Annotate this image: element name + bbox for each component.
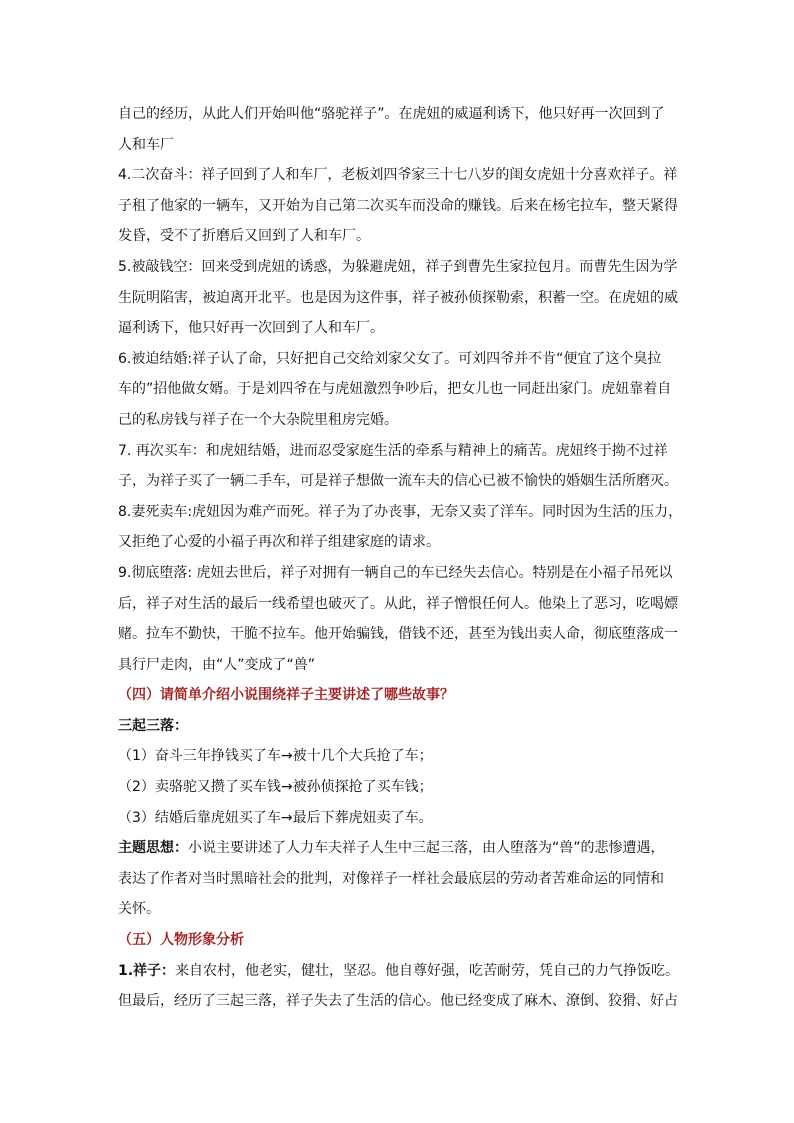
text-line: 车的”招他做女婿。于是刘四爷在与虎妞激烈争吵后，把女儿也一同赶出家门。虎妞靠着自 <box>118 381 672 398</box>
text-line: 子，为祥子买了一辆二手车，可是祥子想做一流车夫的信心已被不愉快的婚姻生活所磨灭。 <box>118 473 678 490</box>
text-line: 赌。拉车不勤快，干脆不拉车。他开始骗钱，借钱不还，甚至为钱出卖人命，彻底堕落成一 <box>118 626 678 643</box>
term-line <box>118 833 684 864</box>
text-line: （2）卖骆驼又攒了买车钱→被孙侦探抢了买车钱； <box>118 779 433 796</box>
text-line: 4.二次奋斗：祥子回到了人和车厂，老板刘四爷家三十七八岁的闺女虎妞十分喜欢祥子。祥 <box>118 167 678 184</box>
text-line: 生阮明陷害，被迫离开北平。也是因为这件事，祥子被孙侦探勒索，积蓄一空。在虎妞的威 <box>118 289 678 306</box>
text-line: 逼利诱下，他只好再一次回到了人和车厂。 <box>118 320 384 337</box>
text-line: 表达了作者对当时黑暗社会的批判，对像祥子一样社会最底层的劳动者苦难命运的同情和 <box>118 870 664 887</box>
text-line: 5.被敲钱空：回来受到虎妞的诱惑，为躲避虎妞，祥子到曹先生家拉包月。而曹先生因为学 <box>118 258 678 275</box>
text-line: 6.被迫结婚:祥子认了命，只好把自己交给刘家父女了。可刘四爷并不肯“便宜了这个臭拉 <box>118 350 662 367</box>
text-line: 但最后，经历了三起三落，祥子失去了生活的信心。他已经变成了麻木、潦倒、狡猾、好占 <box>118 993 678 1010</box>
text-line: 又拒绝了心爱的小福子再次和祥子组建家庭的请求。 <box>118 534 440 551</box>
text-line: 发昏，受不了折磨后又回到了人和车厂。 <box>118 228 370 245</box>
text-line: 人和车厂 <box>118 136 174 153</box>
section-heading: （五）人物形象分析 <box>118 932 244 949</box>
text-line: （3）结婚后靠虎妞买了车→最后下葬虎妞卖了车。 <box>118 809 433 826</box>
text-line: 7. 再次买车：和虎妞结婚，进而忍受家庭生活的牵系与精神上的痛苦。虎妞终于拗不过祥 <box>118 442 668 459</box>
term-label: 主题思想： <box>118 840 188 857</box>
text-line: 子租了他家的一辆车，又开始为自己第二次买车而没命的赚钱。后来在杨宅拉车，整天紧得 <box>118 197 678 214</box>
text-line: 己的私房钱与祥子在一个大杂院里租房完婚。 <box>118 411 398 428</box>
term-label: 1.祥子： <box>118 962 176 979</box>
document-body <box>118 99 684 1017</box>
text-line: 后，祥子对生活的最后一线希望也破灭了。从此，祥子憎恨任何人。他染上了恶习，吃喝嫖 <box>118 595 678 612</box>
section-heading: （四）请简单介绍小说围绕祥子主要讲述了哪些故事？ <box>118 687 454 704</box>
text-line: 8.妻死卖车:虎妞因为难产而死。祥子为了办丧事，无奈又卖了洋车。同时因为生活的压力， <box>118 503 683 520</box>
text-line: 关怀。 <box>118 901 160 918</box>
text-line: 自己的经历，从此人们开始叫他“骆驼祥子”。在虎妞的威逼利诱下，他只好再一次回到了 <box>118 106 665 122</box>
term-text: 来自农村，他老实，健壮，坚忍。他自尊好强，吃苦耐劳，凭自己的力气挣饭吃。 <box>175 962 680 979</box>
text-line: （1）奋斗三年挣钱买了车→被十几个大兵抢了车； <box>118 748 433 765</box>
subheading: 三起三落： <box>118 717 188 734</box>
text-line: 9.彻底堕落: 虎妞去世后，祥子对拥有一辆自己的车已经失去信心。特别是在小福子吊死以 <box>118 564 673 581</box>
term-text: 小说主要讲述了人力车夫祥子人生中三起三落，由人堕落为“兽”的悲惨遭遇， <box>188 840 665 857</box>
term-line <box>118 956 684 987</box>
text-line: 具行尸走肉，由“人”变成了“兽” <box>118 656 316 673</box>
